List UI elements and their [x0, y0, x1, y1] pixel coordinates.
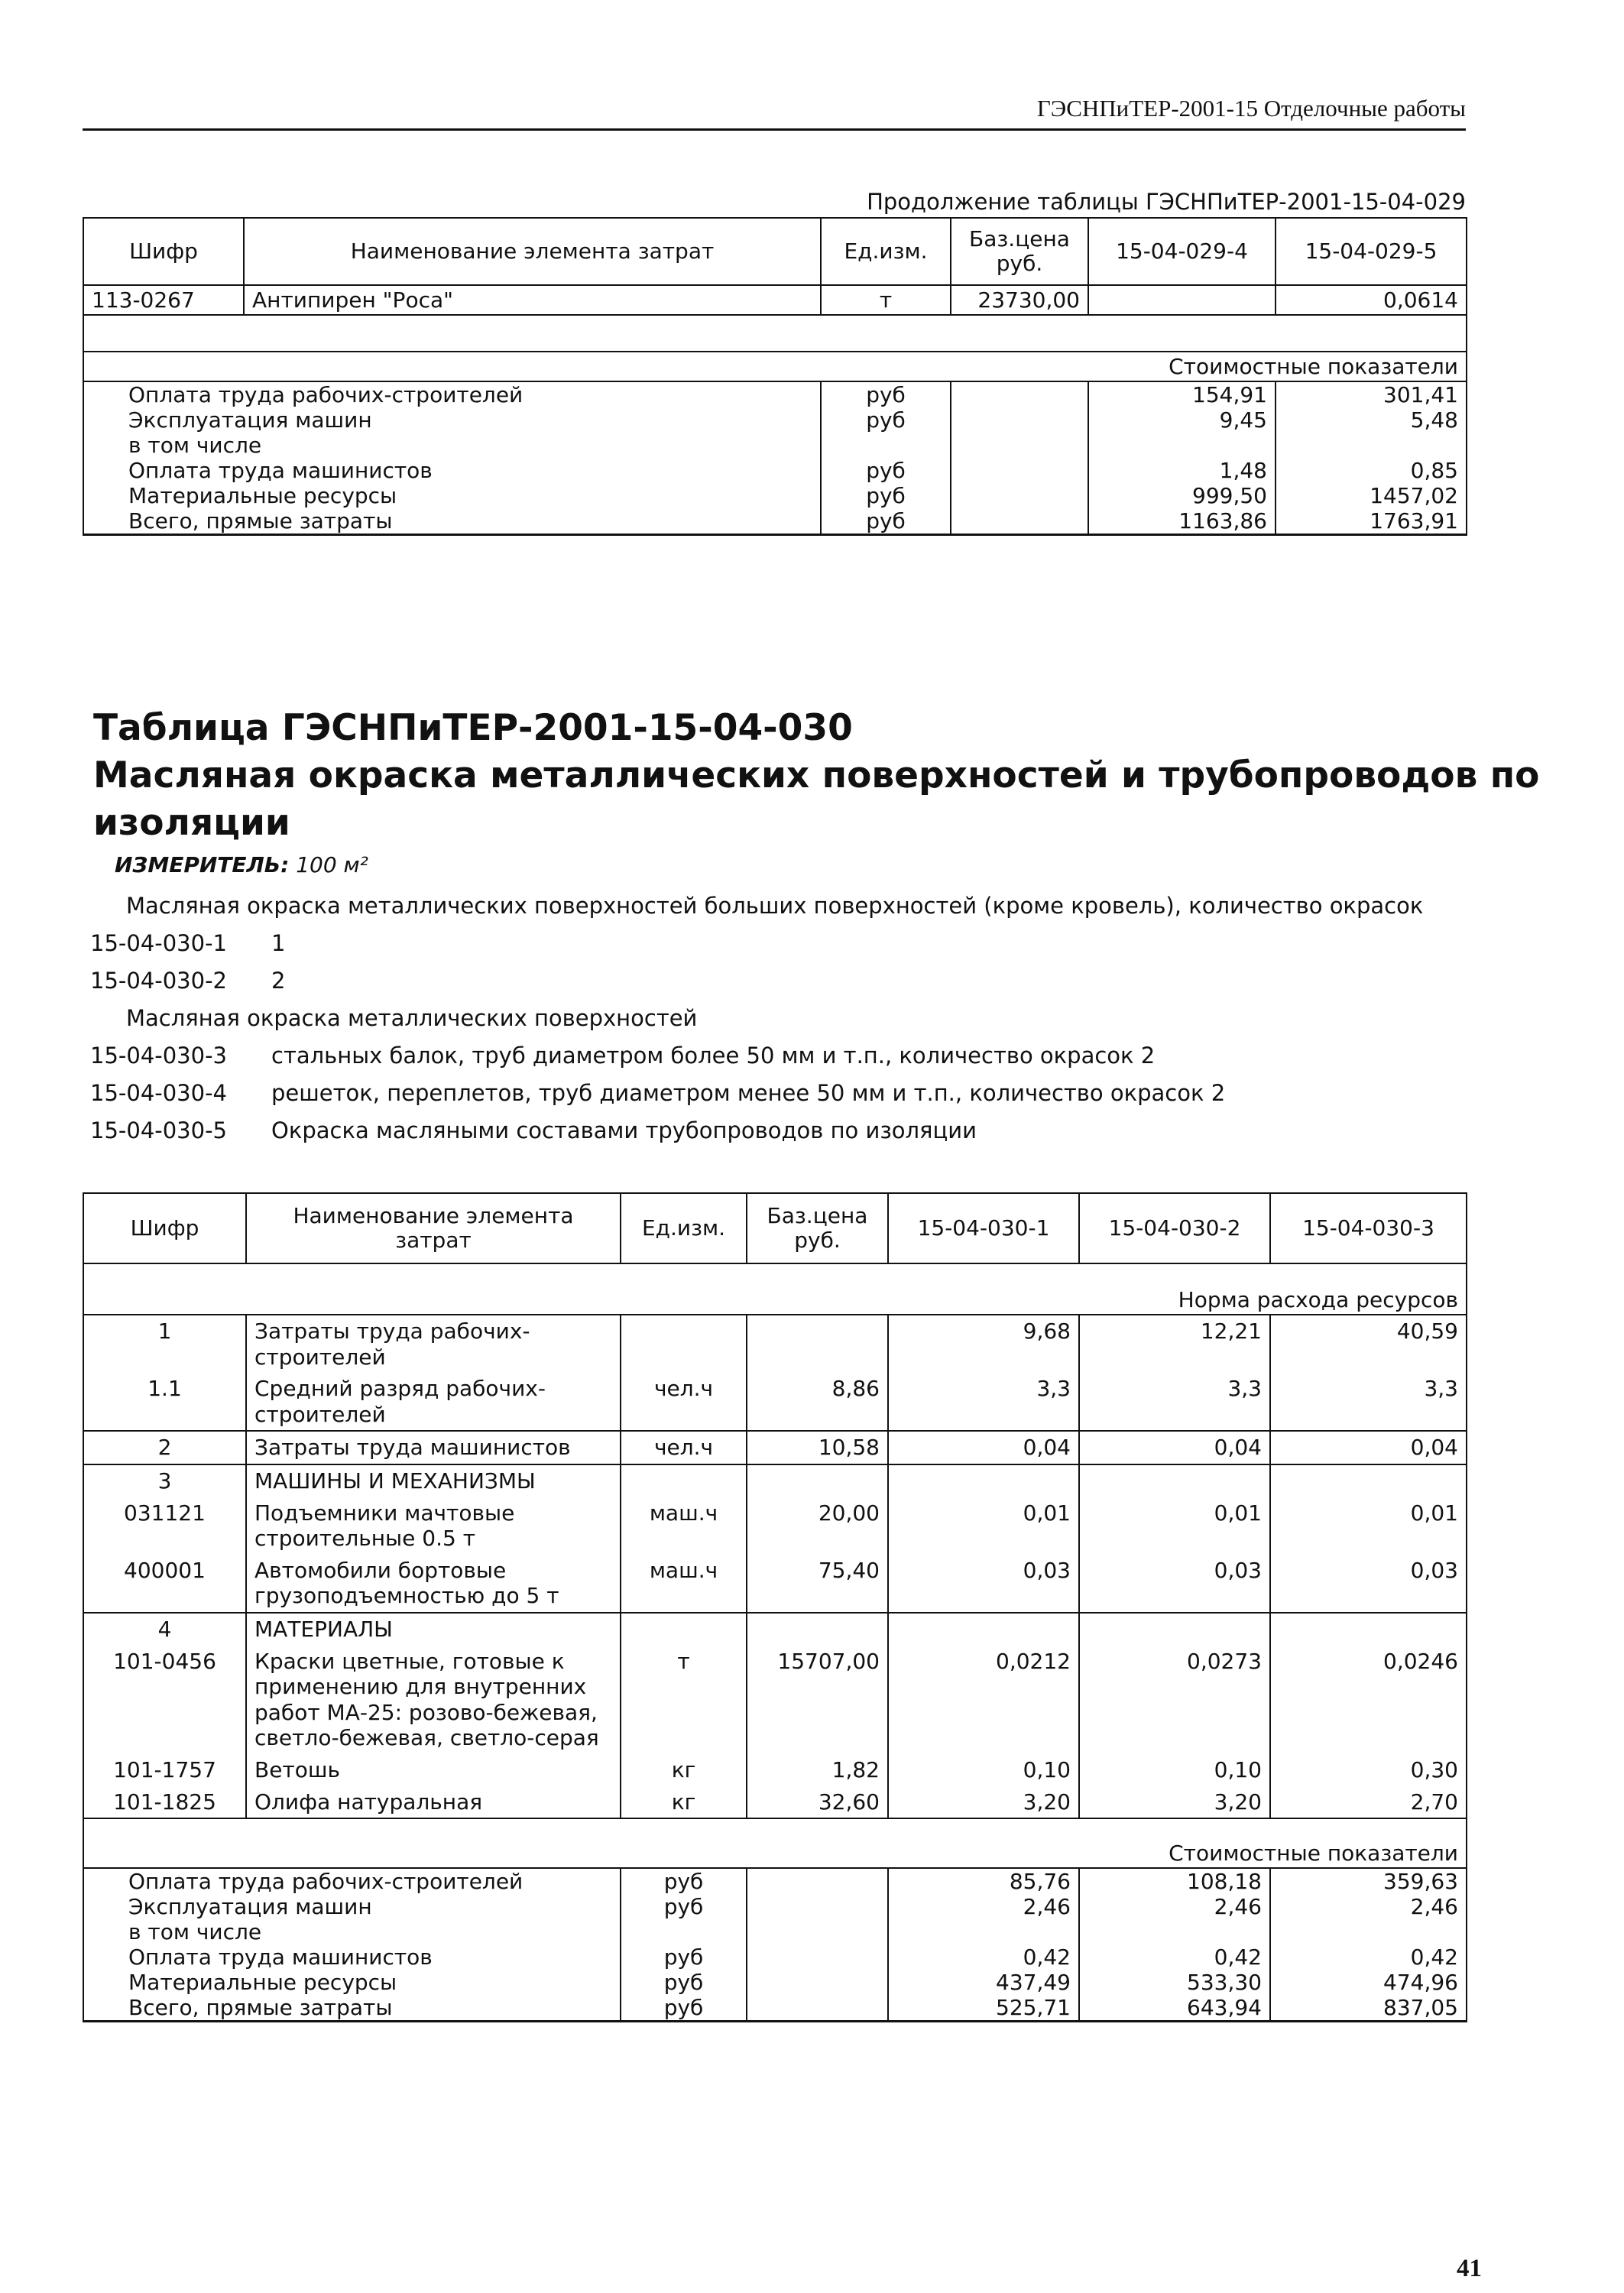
table-row	[83, 285, 1467, 315]
desc-item-text: 1	[271, 930, 286, 956]
row-name: Автомобили бортовые грузоподъемностью до 5 т	[246, 1555, 621, 1613]
cost-value: 1,48	[1088, 458, 1276, 483]
cost-value: 108,18	[1079, 1868, 1270, 1894]
cost-name: Материальные ресурсы	[83, 1970, 621, 1995]
row-name: Ветошь	[246, 1754, 621, 1786]
cost-empty	[747, 1868, 888, 1894]
cost-empty	[951, 508, 1088, 535]
row-unit: кг	[621, 1786, 747, 1819]
t2-col-code: Шифр	[83, 1193, 246, 1263]
spacer-cell	[83, 315, 1467, 352]
t1-col-5: 15-04-029-5	[1276, 218, 1467, 285]
row-value: 0,04	[888, 1431, 1079, 1464]
cost-name: Оплата труда рабочих-строителей	[83, 1868, 621, 1894]
row-price: 75,40	[747, 1555, 888, 1613]
desc-item-code: 15-04-030-2	[90, 968, 227, 994]
cost-unit: руб	[621, 1894, 747, 1919]
cost-empty	[951, 433, 1088, 458]
row-value	[888, 1464, 1079, 1497]
cost-unit	[821, 433, 951, 458]
cost-value	[888, 1919, 1079, 1944]
measure-value: 100 м²	[296, 852, 368, 877]
cost-name: Всего, прямые затраты	[83, 508, 821, 535]
row-price	[747, 1464, 888, 1497]
t2-col-3: 15-04-030-3	[1270, 1193, 1467, 1263]
cost-value: 85,76	[888, 1868, 1079, 1894]
cost-name: Всего, прямые затраты	[83, 1995, 621, 2022]
t2-col-price: Баз.цена руб.	[747, 1193, 888, 1263]
row-name: Краски цветные, готовые к применению для внутренних работ МА-25: розово-бежевая, светло-бежевая, светло-серая	[246, 1646, 621, 1754]
cost-header: Стоимостные показатели	[83, 1818, 1467, 1868]
cost-row	[83, 1919, 1467, 1944]
desc-item-text: 2	[271, 968, 286, 994]
cost-value	[1270, 1919, 1467, 1944]
cost-empty	[951, 458, 1088, 483]
row-unit: маш.ч	[621, 1497, 747, 1555]
cost-unit: руб	[821, 483, 951, 508]
norm-header: Норма расхода ресурсов	[83, 1263, 1467, 1315]
row-value: 9,68	[888, 1315, 1079, 1373]
resource-unit: т	[821, 285, 951, 315]
row-value: 12,21	[1079, 1315, 1270, 1373]
row-price: 10,58	[747, 1431, 888, 1464]
cost-empty	[747, 1894, 888, 1919]
desc-item-text: Окраска масляными составами трубопроводов по изоляции	[271, 1117, 977, 1143]
row-unit	[621, 1315, 747, 1373]
row-code: 400001	[83, 1555, 246, 1613]
row-value	[888, 1613, 1079, 1646]
table-row	[83, 1555, 1467, 1613]
cost-empty	[747, 1919, 888, 1944]
desc-item-code: 15-04-030-4	[90, 1080, 227, 1106]
row-price: 20,00	[747, 1497, 888, 1555]
cost-value: 0,85	[1276, 458, 1467, 483]
desc-intro1: Масляная окраска металлических поверхностей больших поверхностей (кроме кровель), количество окрасок	[126, 893, 1424, 919]
cost-value: 999,50	[1088, 483, 1276, 508]
cost-header-row	[83, 1818, 1467, 1868]
spacer-row	[83, 315, 1467, 352]
t2-col-2: 15-04-030-2	[1079, 1193, 1270, 1263]
row-price	[747, 1315, 888, 1373]
section-title-line1: Таблица ГЭСНПиТЕР-2001-15-04-030	[93, 707, 853, 749]
cost-row	[83, 1868, 1467, 1894]
cost-header-row	[83, 352, 1467, 381]
row-name: МАТЕРИАЛЫ	[246, 1613, 621, 1646]
row-value	[1270, 1613, 1467, 1646]
cost-unit	[621, 1919, 747, 1944]
row-value: 0,01	[888, 1497, 1079, 1555]
cost-value: 9,45	[1088, 407, 1276, 433]
t1-col-name: Наименование элемента затрат	[244, 218, 821, 285]
cost-row	[83, 1944, 1467, 1970]
running-title: ГЭСНПиТЕР-2001-15 Отделочные работы	[1036, 95, 1466, 122]
row-price: 15707,00	[747, 1646, 888, 1754]
row-code: 2	[83, 1431, 246, 1464]
cost-unit: руб	[621, 1970, 747, 1995]
row-code: 1.1	[83, 1373, 246, 1431]
cost-row	[83, 1894, 1467, 1919]
row-unit: т	[621, 1646, 747, 1754]
t1-col-unit: Ед.изм.	[821, 218, 951, 285]
table1-caption: Продолжение таблицы ГЭСНПиТЕР-2001-15-04-029	[867, 189, 1466, 215]
cost-name: в том числе	[83, 1919, 621, 1944]
resource-price: 23730,00	[951, 285, 1088, 315]
cost-name: Эксплуатация машин	[83, 1894, 621, 1919]
cost-value: 533,30	[1079, 1970, 1270, 1995]
row-value: 0,0246	[1270, 1646, 1467, 1754]
cost-value: 525,71	[888, 1995, 1079, 2022]
row-value	[1270, 1464, 1467, 1497]
cost-value: 154,91	[1088, 381, 1276, 407]
row-value: 0,10	[888, 1754, 1079, 1786]
row-value: 2,70	[1270, 1786, 1467, 1819]
table1	[83, 217, 1467, 536]
cost-row	[83, 433, 1467, 458]
section-title	[93, 705, 1539, 847]
cost-value: 0,42	[1079, 1944, 1270, 1970]
t1-col-4: 15-04-029-4	[1088, 218, 1276, 285]
cost-row	[83, 508, 1467, 535]
cost-empty	[951, 407, 1088, 433]
row-unit: маш.ч	[621, 1555, 747, 1613]
cost-value: 0,42	[888, 1944, 1079, 1970]
cost-value: 474,96	[1270, 1970, 1467, 1995]
table-row	[83, 1497, 1467, 1555]
cost-value: 1457,02	[1276, 483, 1467, 508]
row-value: 0,0212	[888, 1646, 1079, 1754]
measure-label: ИЗМЕРИТЕЛЬ:	[115, 852, 290, 877]
cost-empty	[747, 1995, 888, 2022]
cost-empty	[747, 1970, 888, 1995]
desc-item-code: 15-04-030-1	[90, 930, 227, 956]
table-row	[83, 1646, 1467, 1754]
row-value: 40,59	[1270, 1315, 1467, 1373]
row-code: 101-0456	[83, 1646, 246, 1754]
row-value: 0,30	[1270, 1754, 1467, 1786]
table-row	[83, 1786, 1467, 1819]
row-price	[747, 1613, 888, 1646]
resource-value	[1088, 285, 1276, 315]
cost-value: 2,46	[1270, 1894, 1467, 1919]
table-row	[83, 1613, 1467, 1646]
cost-value: 359,63	[1270, 1868, 1467, 1894]
row-value: 3,3	[888, 1373, 1079, 1431]
cost-row	[83, 1995, 1467, 2022]
resource-code: 113-0267	[83, 285, 244, 315]
table-row	[83, 1754, 1467, 1786]
cost-row	[83, 407, 1467, 433]
t1-col-code: Шифр	[83, 218, 244, 285]
cost-row	[83, 483, 1467, 508]
table-row	[83, 1315, 1467, 1373]
section-title-line2: Масляная окраска металлических поверхностей и трубопроводов по	[93, 754, 1540, 796]
cost-row	[83, 381, 1467, 407]
row-code: 031121	[83, 1497, 246, 1555]
cost-value: 1163,86	[1088, 508, 1276, 535]
cost-unit: руб	[821, 381, 951, 407]
section-title-line3: изоляции	[93, 802, 290, 844]
cost-empty	[951, 381, 1088, 407]
row-name: Затраты труда машинистов	[246, 1431, 621, 1464]
row-value: 3,3	[1270, 1373, 1467, 1431]
row-value: 3,20	[888, 1786, 1079, 1819]
cost-name: Эксплуатация машин	[83, 407, 821, 433]
norm-header-row	[83, 1263, 1467, 1315]
cost-row	[83, 1970, 1467, 1995]
row-value: 3,20	[1079, 1786, 1270, 1819]
cost-header: Стоимостные показатели	[83, 352, 1467, 381]
row-name: Средний разряд рабочих-строителей	[246, 1373, 621, 1431]
cost-unit: руб	[621, 1868, 747, 1894]
row-value: 0,03	[1079, 1555, 1270, 1613]
row-value: 0,04	[1270, 1431, 1467, 1464]
row-unit: чел.ч	[621, 1373, 747, 1431]
cost-value: 2,46	[888, 1894, 1079, 1919]
row-code: 3	[83, 1464, 246, 1497]
row-code: 101-1825	[83, 1786, 246, 1819]
row-unit	[621, 1464, 747, 1497]
desc-item-code: 15-04-030-3	[90, 1043, 227, 1069]
cost-name: в том числе	[83, 433, 821, 458]
row-price: 32,60	[747, 1786, 888, 1819]
table-row	[83, 1464, 1467, 1497]
cost-value: 437,49	[888, 1970, 1079, 1995]
row-value: 0,01	[1270, 1497, 1467, 1555]
desc-item-text: стальных балок, труб диаметром более 50 мм и т.п., количество окрасок 2	[271, 1043, 1156, 1069]
running-header	[83, 90, 1466, 131]
cost-unit: руб	[621, 1995, 747, 2022]
cost-value	[1079, 1919, 1270, 1944]
cost-value: 2,46	[1079, 1894, 1270, 1919]
cost-value: 0,42	[1270, 1944, 1467, 1970]
cost-name: Материальные ресурсы	[83, 483, 821, 508]
cost-name: Оплата труда рабочих-строителей	[83, 381, 821, 407]
row-value: 0,10	[1079, 1754, 1270, 1786]
row-name: Олифа натуральная	[246, 1786, 621, 1819]
page-number: 41	[1457, 2255, 1482, 2282]
cost-unit: руб	[621, 1944, 747, 1970]
row-unit: кг	[621, 1754, 747, 1786]
row-value: 0,0273	[1079, 1646, 1270, 1754]
cost-value: 301,41	[1276, 381, 1467, 407]
row-code: 1	[83, 1315, 246, 1373]
cost-value: 1763,91	[1276, 508, 1467, 535]
row-value: 0,04	[1079, 1431, 1270, 1464]
measure	[115, 852, 368, 877]
cost-unit: руб	[821, 407, 951, 433]
cost-name: Оплата труда машинистов	[83, 458, 821, 483]
row-name: Подъемники мачтовые строительные 0.5 т	[246, 1497, 621, 1555]
table2	[83, 1192, 1467, 2022]
cost-empty	[747, 1944, 888, 1970]
resource-name: Антипирен "Роса"	[244, 285, 821, 315]
row-price: 1,82	[747, 1754, 888, 1786]
row-value: 3,3	[1079, 1373, 1270, 1431]
row-value	[1079, 1613, 1270, 1646]
cost-row	[83, 458, 1467, 483]
desc-intro2: Масляная окраска металлических поверхностей	[126, 1005, 698, 1031]
row-value: 0,03	[1270, 1555, 1467, 1613]
row-value: 0,03	[888, 1555, 1079, 1613]
cost-unit: руб	[821, 458, 951, 483]
t1-col-price: Баз.цена руб.	[951, 218, 1088, 285]
row-unit	[621, 1613, 747, 1646]
resource-value: 0,0614	[1276, 285, 1467, 315]
row-unit: чел.ч	[621, 1431, 747, 1464]
t2-col-1: 15-04-030-1	[888, 1193, 1079, 1263]
table-row	[83, 1431, 1467, 1464]
desc-item-text: решеток, переплетов, труб диаметром менее 50 мм и т.п., количество окрасок 2	[271, 1080, 1226, 1106]
cost-value	[1088, 433, 1276, 458]
row-price: 8,86	[747, 1373, 888, 1431]
t2-col-unit: Ед.изм.	[621, 1193, 747, 1263]
cost-value: 837,05	[1270, 1995, 1467, 2022]
row-value: 0,01	[1079, 1497, 1270, 1555]
cost-value	[1276, 433, 1467, 458]
row-name: Затраты труда рабочих-строителей	[246, 1315, 621, 1373]
row-code: 4	[83, 1613, 246, 1646]
row-value	[1079, 1464, 1270, 1497]
table-row	[83, 1373, 1467, 1431]
row-name: МАШИНЫ И МЕХАНИЗМЫ	[246, 1464, 621, 1497]
row-code: 101-1757	[83, 1754, 246, 1786]
cost-value: 643,94	[1079, 1995, 1270, 2022]
cost-unit: руб	[821, 508, 951, 535]
cost-value: 5,48	[1276, 407, 1467, 433]
t2-col-name: Наименование элемента затрат	[246, 1193, 621, 1263]
cost-name: Оплата труда машинистов	[83, 1944, 621, 1970]
cost-empty	[951, 483, 1088, 508]
desc-item-code: 15-04-030-5	[90, 1117, 227, 1143]
